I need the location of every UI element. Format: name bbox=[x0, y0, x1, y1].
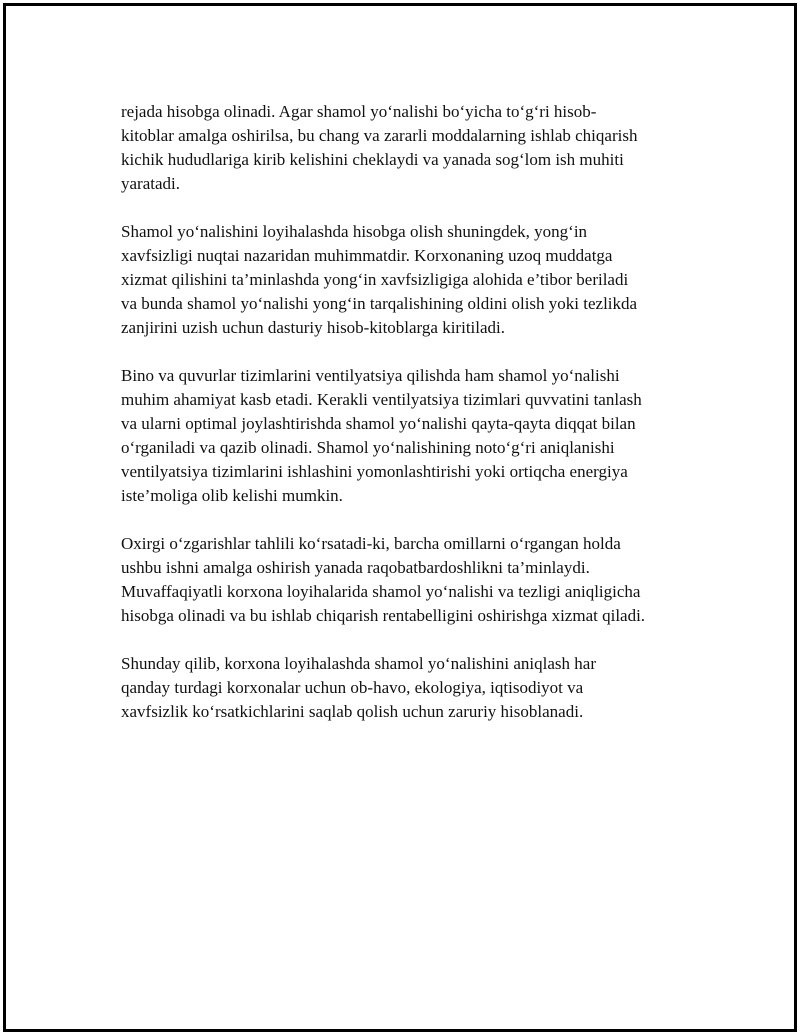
paragraph-2: Shamol yo‘nalishini loyihalashda hisobga olish shuningdek, yong‘in xavfsizligi nuqtai nazaridan muhimmatdir. Korxonaning uzoq muddatga xizmat qilishini ta’minlashda yong‘in xavfsizligiga alohida e’tibor beriladi va bunda shamol yo‘nalishi yong‘in tarqalishining oldini olish yoki tezlikda zanjirini uzish uchun dasturiy hisob-kitoblarga kiritiladi. bbox=[121, 222, 638, 337]
document-body bbox=[121, 100, 701, 748]
paragraph-4: Oxirgi o‘zgarishlar tahlili ko‘rsatadi-ki, barcha omillarni o‘rgangan holda ushbu ishni amalga oshirish yanada raqobatbardoshlikni ta’minlaydi. Muvaffaqiyatli korxona loyihalarida shamol yo‘nalishi va tezligi aniqligicha hisobga olinadi va bu ishlab chiqarish rentabelligini oshirishga xizmat qiladi. bbox=[121, 534, 646, 625]
paragraph-5: Shunday qilib, korxona loyihalashda shamol yo‘nalishini aniqlash har qanday turdagi korxonalar uchun ob-havo, ekologiya, iqtisodiyot va xavfsizlik ko‘rsatkichlarini saqlab qolish uchun zaruriy hisoblanadi. bbox=[121, 654, 596, 721]
paragraph-3: Bino va quvurlar tizimlarini ventilyatsiya qilishda ham shamol yo‘nalishi muhim ahamiyat kasb etadi. Kerakli ventilyatsiya tizimlari quvvatini tanlash va ularni optimal joylashtirishda shamol yo‘nalishi qayta-qayta diqqat bilan o‘rganiladi va qazib olinadi. Shamol yo‘nalishining noto‘g‘ri aniqlanishi ventilyatsiya tizimlarini ishlashini yomonlashtirishi yoki ortiqcha energiya iste’moliga olib kelishi mumkin. bbox=[121, 366, 642, 505]
page-frame bbox=[3, 3, 797, 1032]
paragraph-1: rejada hisobga olinadi. Agar shamol yo‘nalishi bo‘yicha to‘g‘ri hisob- kitoblar amalga oshirilsa, bu chang va zararli moddalarning ishlab chiqarish kichik hududlariga kirib kelishini cheklaydi va yanada sog‘lom ish muhiti yaratadi. bbox=[121, 102, 638, 193]
